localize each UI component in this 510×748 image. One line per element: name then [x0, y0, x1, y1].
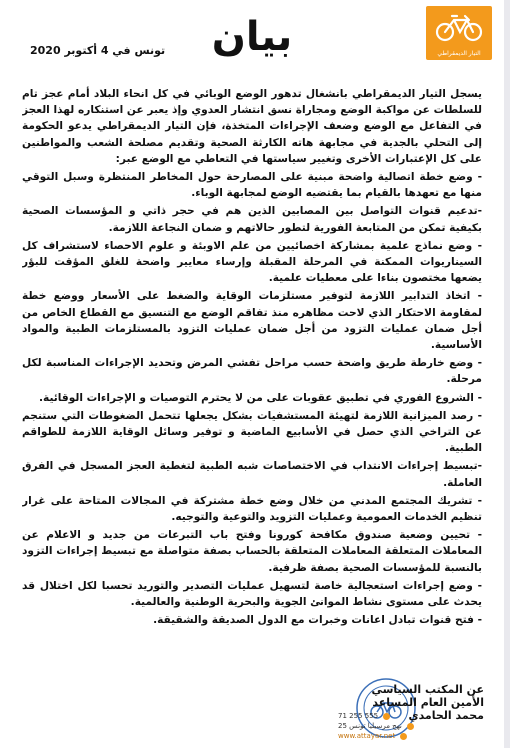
demand-item: - وضع خطة اتصالية واضحة مبنية على المصارحة حول المخاطر المنتظرة وسبل التوقي منها مع تعهدها بالقيام بما يقتضيه الوضع لمجابهة الوباء. — [22, 171, 482, 200]
footer-phone: 71 255 555 — [338, 712, 379, 720]
signature-office: عن المكتب السياسي — [371, 683, 484, 696]
demand-item: - تشريك المجتمع المدني من خلال وضع خطة مشتركة في المجالات المتاحة على غرار تنظيم الخدمات العمومية وعمليات التزويد والتوعية والتوجيه. — [22, 494, 482, 524]
demand-item: -تدعيم قنوات التواصل بين المصابين الذين هم في حجر ذاتي و المؤسسات الصحية بكيفية تمكن من المتابعة الفورية لتطور حالاتهم و ضمان النجاعة اللازمة. — [22, 205, 482, 234]
demand-item: - وضع إجراءات استعجالية خاصة لتسهيل عمليات التصدير والتوريد تحسبا لكل اختلال قد يحدث على مستوى نشاط الموانئ الجوية والبحرية الوطنية والعالمية. — [22, 579, 482, 609]
demand-item: - فتح قنوات تبادل اعانات وخبرات مع الدول الصديقة والشقيقة. — [153, 614, 482, 627]
demand-item: - الشروع الفوري في تطبيق عقوبات على من لا يحترم التوصيات و الإجراءات الوقائية. — [39, 391, 482, 404]
contact-footer — [338, 711, 414, 741]
signature-position: الأمين العام المساعد — [372, 696, 484, 709]
demand-item: - تحيين وضعية صندوق مكافحة كورونا وفتح باب التبرعات من جديد و الاعلام عن المعاملات المتعلقة المعاملات المتعلقة بالحساب بصفة متواصلة مع تبسيط إجراءات التزود بالنسبة للمؤسسات الصحية بصفة ظرفية. — [22, 529, 482, 574]
demand-item: - رصد الميزانية اللازمة لتهيئة المستشفيات بشكل يجعلها تتحمل الضغوطات التي ستنجم عن التراخي الذي حصل في الأسابيع الماضية و توفير وسائل الوقاية اللازمة للطواقم الطبية. — [22, 409, 482, 455]
footer-phone-row — [338, 711, 414, 721]
phone-icon — [383, 713, 390, 720]
globe-icon — [400, 733, 407, 740]
footer-website[interactable]: www.attayar.net — [338, 732, 396, 740]
logo-text: التيار الديمقراطي — [437, 50, 481, 57]
intro-paragraph: يسجل التيار الديمقراطي بانشغال تدهور الوضع الوبائي في كل انحاء البلاد أمام عجز تام للسلطات عن مواكبة الوضع ومجاراة نسق انتشار العدوي وإذ يعبر عن استنكاره لهذا العجز في التفاعل مع الوضع وضعف الإجراءات المتخذة، فإن التيار الديمقراطي يدعو الحكومة إلى التحلي بالجدية في مجابهة هاته الكارثة الصحية وتقديم مصلحة الشعب والمواطنين على كل الإعتبارات الأخرى وتغيير سياستها في التعاطي مع الوضع عبر: — [22, 88, 482, 165]
demand-item: - وضع خارطة طريق واضحة حسب مراحل تفشي المرض وتحديد الإجراءات المناسبة لكل مرحلة. — [22, 357, 482, 386]
demand-item: - وضع نماذج علمية بمشاركة اخصائيين من علم الاوبئة و علوم الاحصاء لاستشراف كل السيناريوات الممكنة في المرحلة المقبلة وإرساء معايير واضحة للغلق المؤقت للبؤر يضعها مختصون بناءا على معطيات علمية. — [22, 239, 482, 285]
signature-name: محمد الحامدي — [408, 709, 484, 722]
document-date: تونس في 4 أكتوبر 2020 — [30, 44, 166, 57]
demand-item: - اتخاذ التدابير اللازمة لتوفير مستلزمات الوقاية والضغط على الأسعار ووضع خطة لمقاومة الاحتكار الذي لاحت مظاهره منذ تفاقم الوضع مع التنسيق مع القطاع الخاص من أجل ضمان عمليات التزود من أجل ضمان عمليات التزود بالمستلزمات الطبية والمواد الأساسية. — [22, 290, 482, 352]
footer-address: 25 نهج مرسيليا تونس — [338, 722, 402, 730]
location-icon — [407, 723, 414, 730]
demand-item: -تبسيط إجراءات الانتداب في الاختصاصات شبه الطبية لتغطية العجز المسجل في الفرق العاملة. — [22, 460, 482, 489]
footer-address-row — [338, 721, 414, 731]
footer-website-row — [338, 731, 414, 741]
document-title: بيان — [211, 14, 293, 60]
statement-body — [22, 86, 482, 672]
